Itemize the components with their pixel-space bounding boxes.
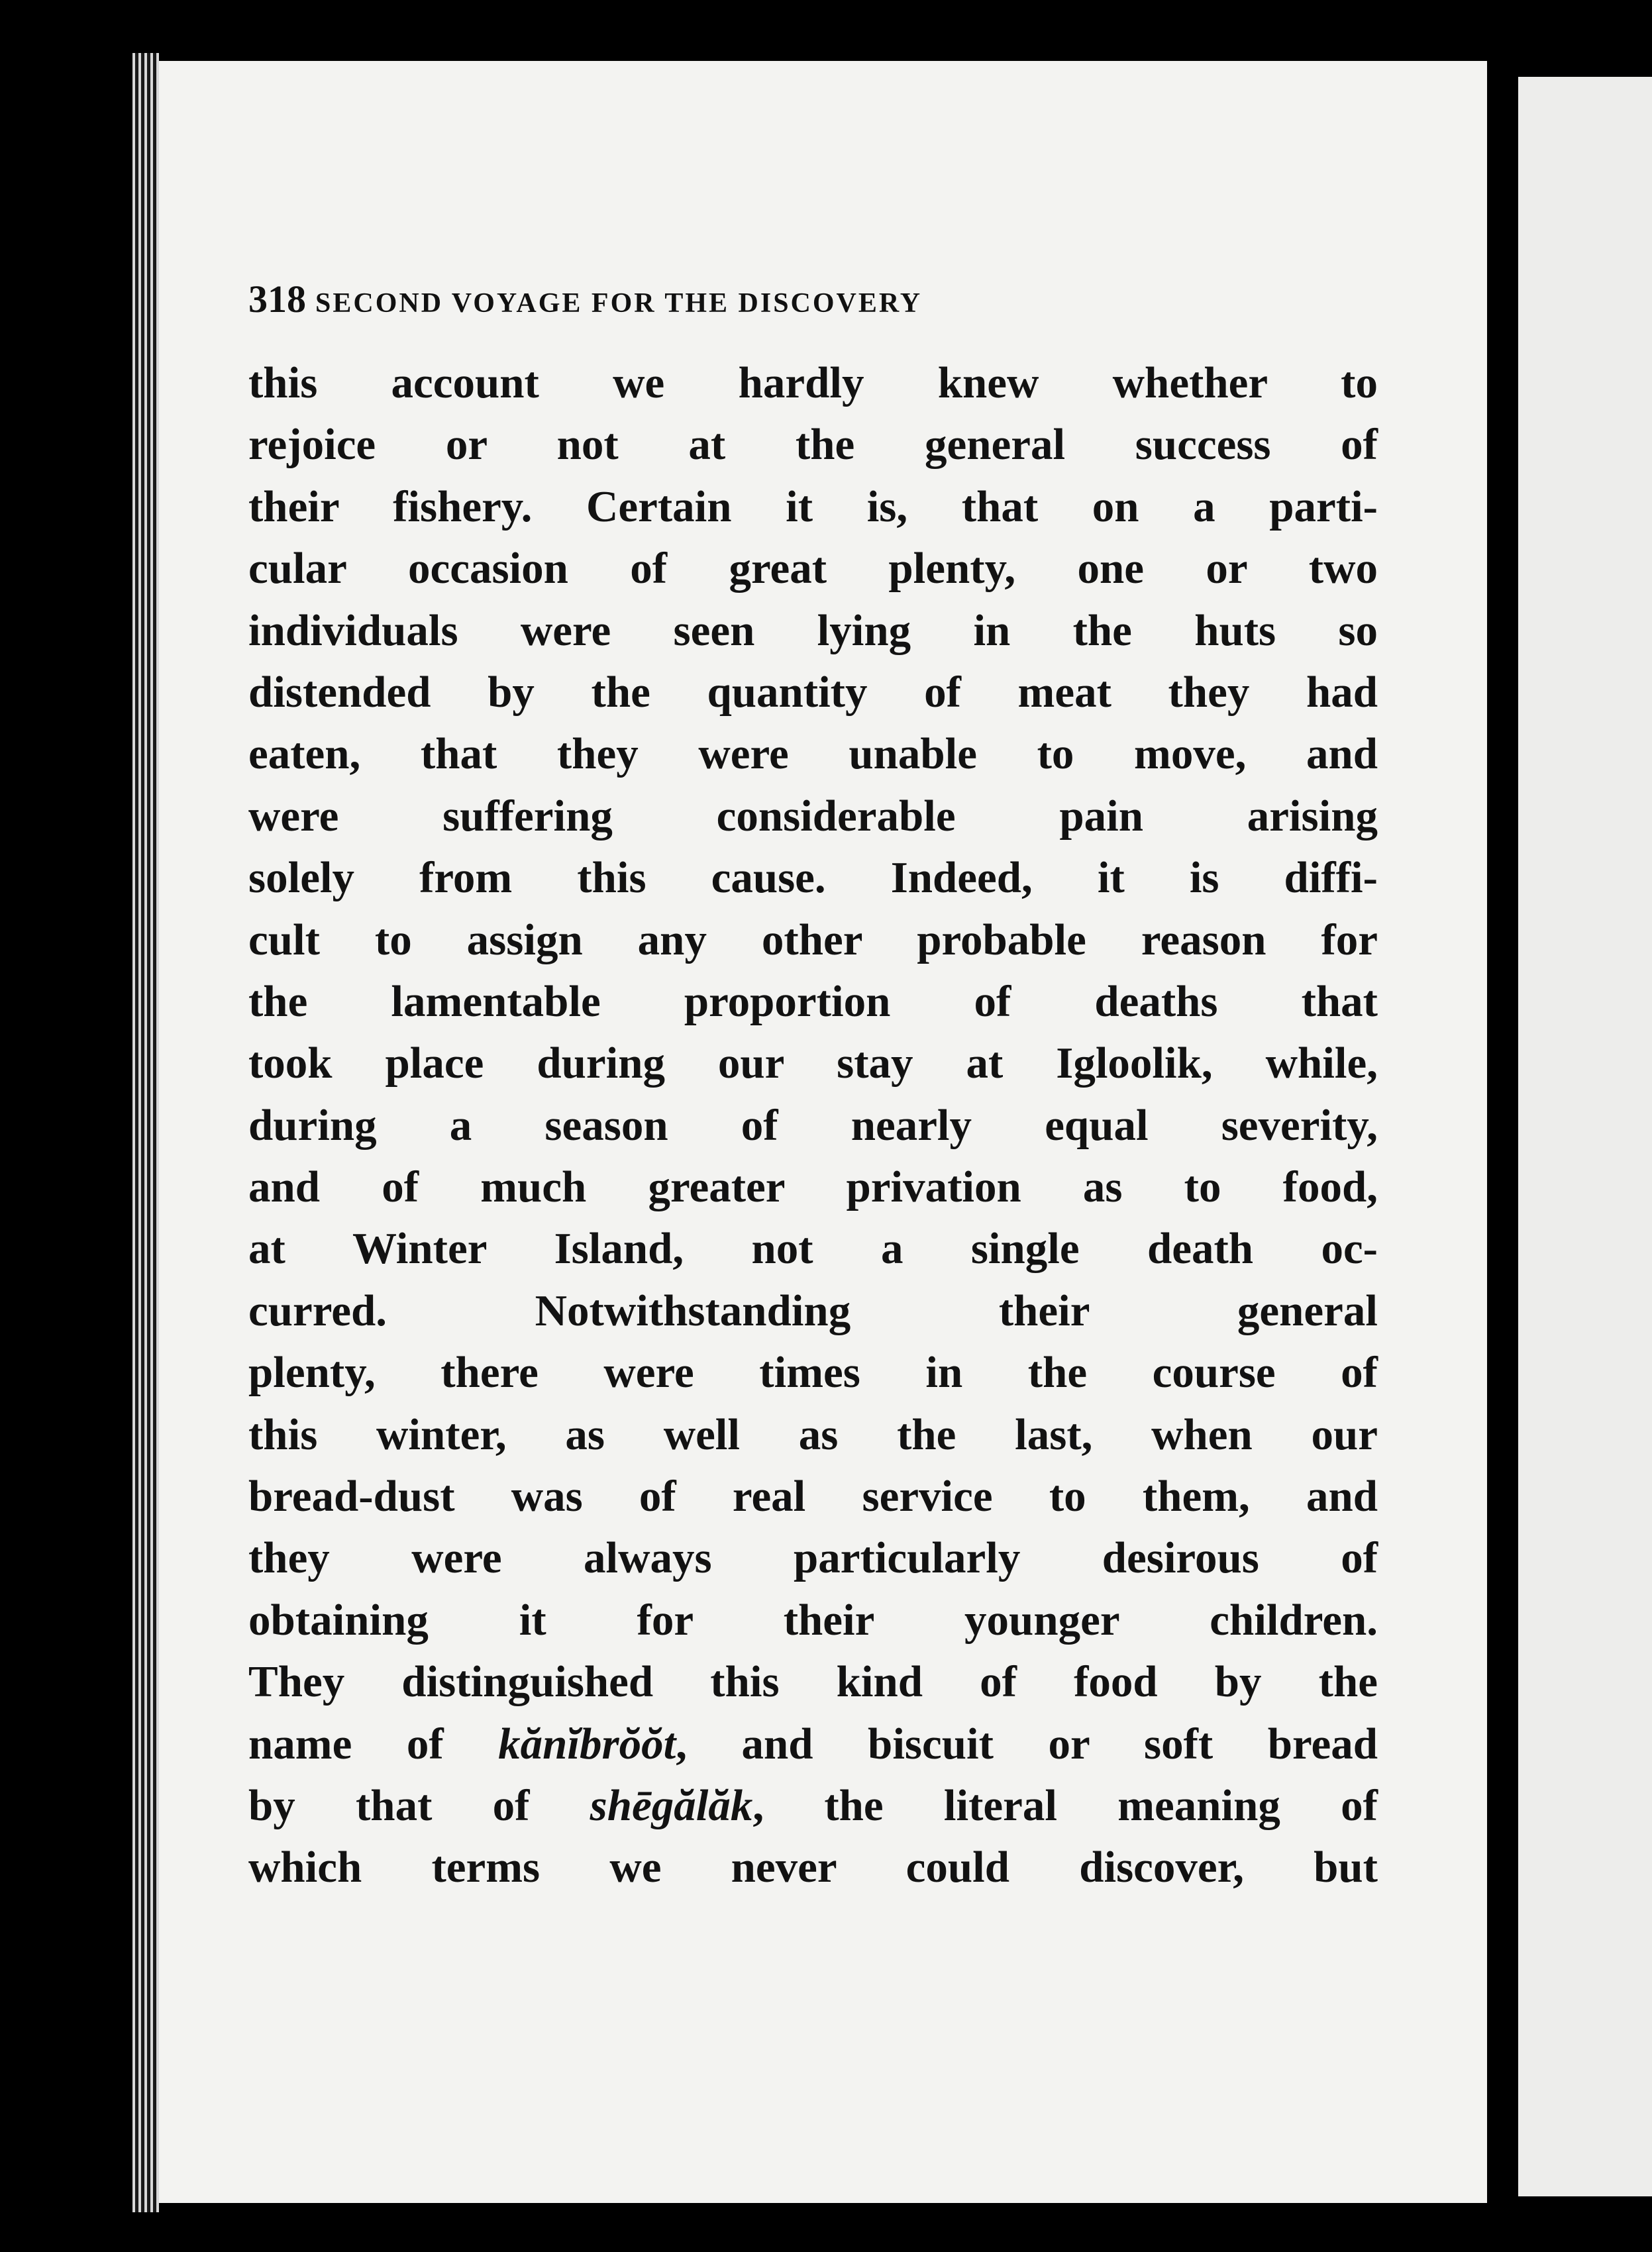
text-line: individuals were seen lying in the huts so [248, 605, 1378, 655]
text-line: they were always particularly desirous of [248, 1533, 1378, 1583]
text-line: this account we hardly knew whether to [248, 358, 1378, 407]
text-line: the lamentable proportion of deaths that [248, 976, 1378, 1026]
text-segment: by that of [248, 1780, 590, 1830]
page-header [248, 277, 1315, 330]
inuit-term: shēgălăk [590, 1780, 753, 1830]
text-line: eaten, that they were unable to move, and [248, 729, 1378, 779]
text-line: which terms we never could discover, but [248, 1843, 1378, 1892]
text-line: and of much greater privation as to food, [248, 1162, 1378, 1212]
text-line: were suffering considerable pain arising [248, 791, 1378, 841]
text-line: their fishery. Certain it is, that on a parti- [248, 482, 1378, 531]
text-line: took place during our stay at Igloolik, while, [248, 1039, 1378, 1088]
text-line: cular occasion of great plenty, one or two [248, 544, 1378, 593]
text-line: solely from this cause. Indeed, it is diffi- [248, 853, 1378, 903]
text-line: cult to assign any other probable reason for [248, 915, 1378, 964]
page-number: 318 [248, 278, 306, 321]
text-segment: , the literal meaning of [752, 1780, 1378, 1830]
text-line: this winter, as well as the last, when our [248, 1409, 1378, 1459]
next-page-edge [1518, 77, 1652, 2196]
text-line: They distinguished this kind of food by the [248, 1657, 1378, 1707]
inuit-term: kănĭbrŏŏt [498, 1719, 676, 1768]
text-line: at Winter Island, not a single death oc- [248, 1224, 1378, 1274]
text-line: bread-dust was of real service to them, and [248, 1472, 1378, 1521]
running-title: SECOND VOYAGE FOR THE DISCOVERY [315, 288, 923, 319]
text-line: rejoice or not at the general success of [248, 420, 1378, 470]
text-segment: name of [248, 1719, 499, 1768]
text-line: during a season of nearly equal severity, [248, 1100, 1378, 1150]
text-segment: , and biscuit or soft bread [676, 1719, 1378, 1768]
text-line [248, 1775, 1378, 1837]
text-line: curred. Notwithstanding their general [248, 1286, 1378, 1335]
text-line: plenty, there were times in the course of [248, 1348, 1378, 1398]
text-line: obtaining it for their younger children. [248, 1595, 1378, 1645]
book-spine-edges [132, 53, 159, 2212]
body-text [248, 352, 1378, 1899]
text-line: distended by the quantity of meat they had [248, 667, 1378, 717]
text-line [248, 1714, 1378, 1775]
